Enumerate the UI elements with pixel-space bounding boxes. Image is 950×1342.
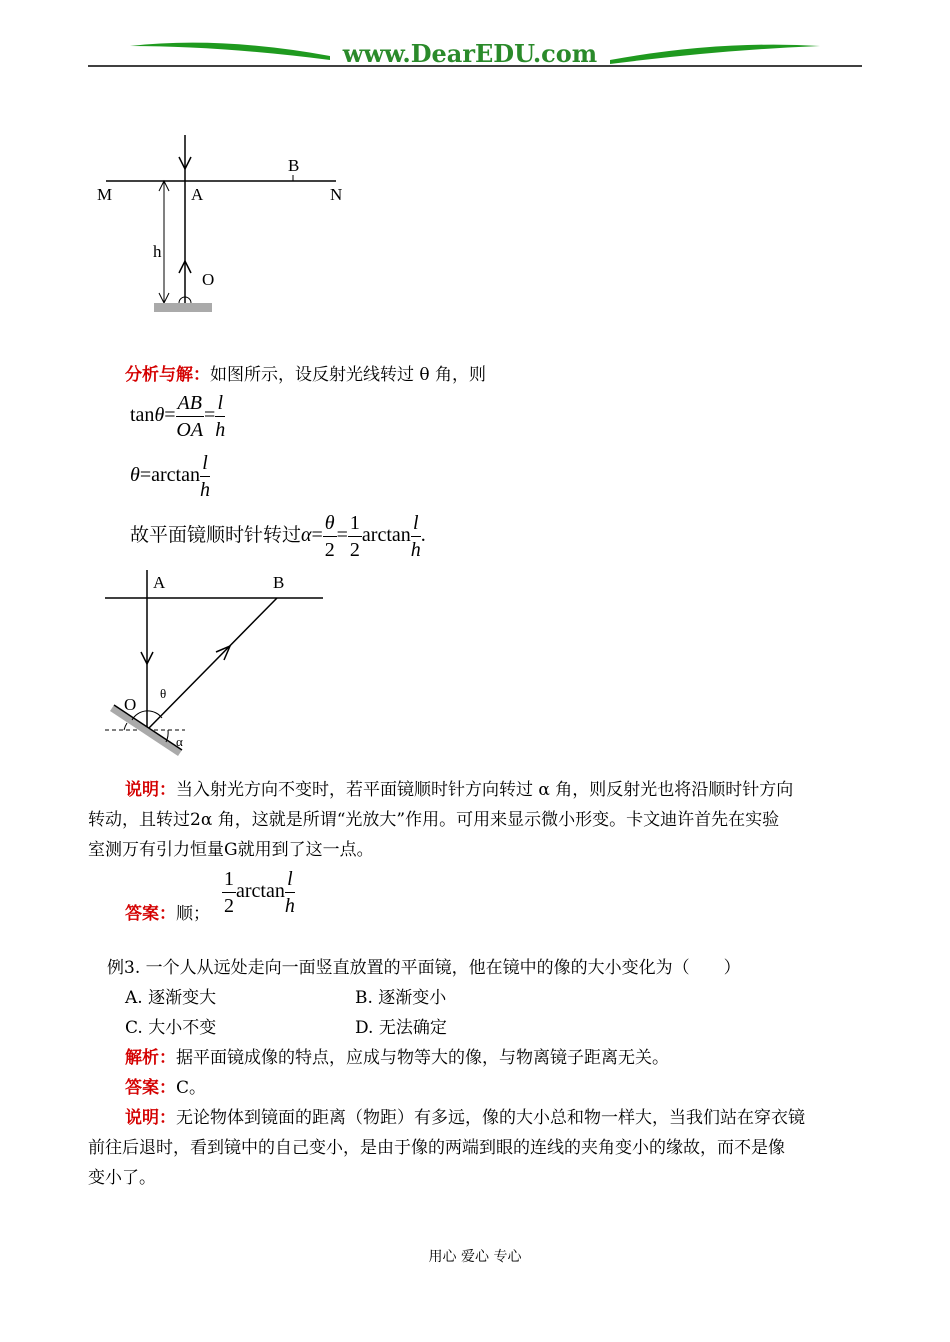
label-o-2: O xyxy=(124,695,137,714)
ex3-note-line-1 xyxy=(88,1103,868,1133)
ans1-num1: 1 xyxy=(222,866,236,893)
label-b-2: B xyxy=(273,573,285,592)
eq1-tan: tan xyxy=(130,404,155,427)
eq2-arctan: =arctan xyxy=(139,464,200,487)
option-a: A. 逐渐变大 xyxy=(125,988,217,1008)
eq3-den3: h xyxy=(410,539,421,561)
label-o: O xyxy=(202,270,215,289)
label-b: B xyxy=(288,156,300,175)
site-logo: www.DearEDU.com xyxy=(342,39,598,68)
ex3-answer-text: C。 xyxy=(176,1078,207,1098)
eq3-den2: 2 xyxy=(349,539,360,561)
eq3-equals-2: = xyxy=(336,524,348,547)
eq1-theta: θ xyxy=(154,404,165,427)
ans1-den1: 2 xyxy=(224,895,234,917)
eq1-equals-2: = xyxy=(203,404,216,427)
equation-3 xyxy=(130,510,426,563)
note1-line-2: 转动，且转过2α 角，这就是所谓“光放大”作用。可用来显示微小形变。卡文迪许首先在实验 xyxy=(88,810,780,830)
answer1-label: 答案： xyxy=(125,904,176,924)
option-d: D. 无法确定 xyxy=(355,1018,447,1038)
eq3-num2: 1 xyxy=(348,510,362,537)
answer-1-formula xyxy=(222,866,295,919)
eq3-num1: θ xyxy=(323,510,337,537)
example3-answer xyxy=(125,1073,206,1103)
eq1-den1: OA xyxy=(176,419,204,441)
ex3-analysis-text: 据平面镜成像的特点，应成与物等大的像，与物离镜子距离无关。 xyxy=(176,1048,669,1068)
eq3-frac-2 xyxy=(348,510,362,563)
example3-question: 例3. 一个人从远处走向一面竖直放置的平面镜，他在镜中的像的大小变化为（ ） xyxy=(107,958,741,978)
eq3-equals-1: = xyxy=(311,524,323,547)
label-h: h xyxy=(153,242,162,261)
eq3-den1: 2 xyxy=(324,539,335,561)
label-theta: θ xyxy=(160,686,167,701)
eq3-frac-3 xyxy=(411,510,421,563)
eq1-num1: AB xyxy=(176,390,204,417)
eq1-frac-2 xyxy=(215,390,225,443)
eq1-frac-1 xyxy=(176,390,204,443)
note1-label: 说明： xyxy=(125,780,176,800)
analysis-intro: 如图所示，设反射光线转过 θ 角，则 xyxy=(210,365,487,385)
eq3-num3: l xyxy=(411,510,421,537)
example3-note xyxy=(88,1103,868,1193)
eq1-den2: h xyxy=(215,419,226,441)
ex3-note-text-1: 无论物体到镜面的距离（物距）有多远，像的大小总和物一样大，当我们站在穿衣镜 xyxy=(176,1108,805,1128)
ans1-num2: l xyxy=(285,866,295,893)
label-alpha: α xyxy=(176,734,183,749)
equation-2 xyxy=(130,450,210,503)
eq2-frac xyxy=(200,450,210,503)
note1-line-3: 室测万有引力恒量G就用到了这一点。 xyxy=(88,840,374,860)
ans1-arctan: arctan xyxy=(236,880,285,903)
right-swoosh xyxy=(610,45,820,64)
reflected-ray xyxy=(147,598,277,730)
answer-1-label-line xyxy=(125,899,210,929)
eq3-arctan: arctan xyxy=(361,524,411,547)
eq3-frac-1 xyxy=(323,510,337,563)
example3-analysis xyxy=(125,1043,669,1073)
eq1-num2: l xyxy=(215,390,225,417)
note1-line-1 xyxy=(88,775,868,805)
ex3-answer-label: 答案： xyxy=(125,1078,176,1098)
ex3-note-line-3: 变小了。 xyxy=(88,1168,156,1188)
label-a: A xyxy=(191,185,204,204)
ans1-frac-1 xyxy=(222,866,236,919)
analysis-label: 分析与解： xyxy=(125,365,210,385)
figure-1 xyxy=(90,135,370,325)
alpha-arc-left xyxy=(124,723,127,730)
ex3-analysis-label: 解析： xyxy=(125,1048,176,1068)
figure-2 xyxy=(100,570,340,770)
label-n: N xyxy=(330,185,343,204)
label-a-2: A xyxy=(153,573,166,592)
left-swoosh xyxy=(130,43,330,60)
ans1-den2: h xyxy=(284,895,295,917)
analysis-line xyxy=(125,360,486,390)
eq2-num: l xyxy=(200,450,210,477)
ex3-note-label: 说明： xyxy=(125,1108,176,1128)
equation-1 xyxy=(130,390,225,443)
mirror-base xyxy=(154,303,212,312)
eq1-equals: = xyxy=(164,404,176,427)
option-c: C. 大小不变 xyxy=(125,1018,217,1038)
eq2-theta: θ xyxy=(130,464,140,487)
eq3-period: . xyxy=(420,524,426,547)
note-1 xyxy=(88,775,868,865)
eq3-prefix: 故平面镜顺时针转过 xyxy=(130,524,302,547)
ans1-frac-2 xyxy=(285,866,295,919)
ex3-note-line-2: 前往后退时，看到镜中的自己变小，是由于像的两端到眼的连线的夹角变小的缘故，而不是像 xyxy=(88,1138,785,1158)
option-b: B. 逐渐变小 xyxy=(355,988,447,1008)
eq2-den: h xyxy=(199,479,210,501)
label-m: M xyxy=(97,185,113,204)
note1-text-1: 当入射光方向不变时，若平面镜顺时针方向转过 α 角，则反射光也将沿顺时针方向 xyxy=(176,780,794,800)
eq3-alpha: α xyxy=(301,524,312,547)
answer1-text: 顺； xyxy=(176,904,210,924)
header-banner xyxy=(0,0,950,80)
footer: 用心 爱心 专心 xyxy=(428,1249,522,1265)
